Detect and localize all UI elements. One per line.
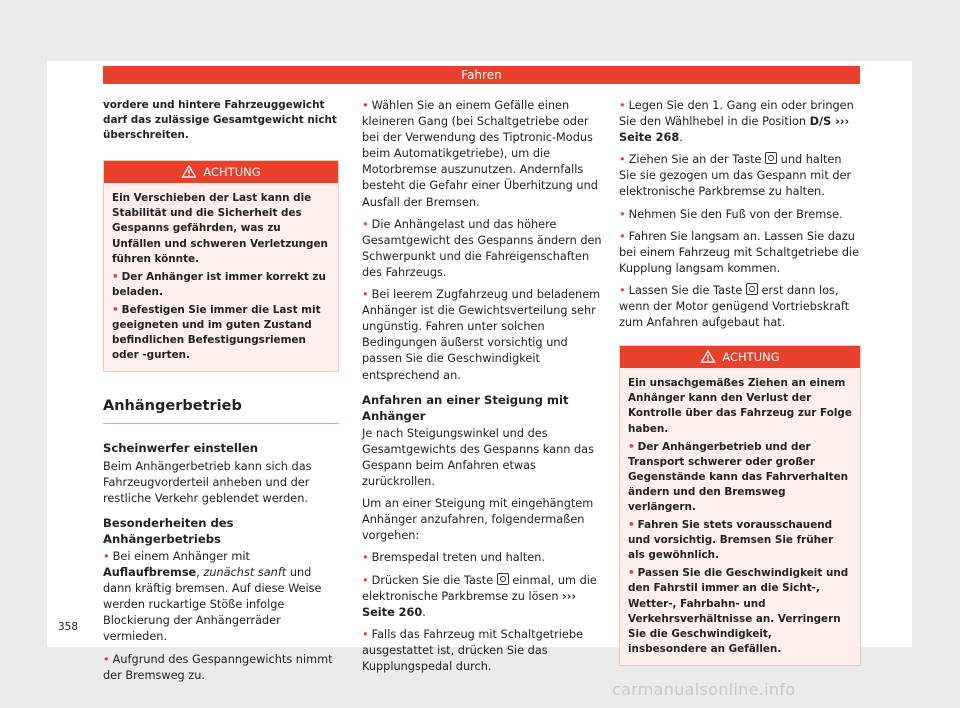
chapter-header: Fahren	[103, 66, 860, 84]
list-item: • Bei leerem Zugfahrzeug und beladenem Anhänger ist die Gewichtsverteilung sehr ungünstig. Fahren unter solchen Bedingungen äußerst vorsichtig und passen Sie die Geschwindigkeit entsprechend an.	[362, 288, 601, 382]
warning-triangle-icon	[700, 350, 716, 363]
warning-header	[104, 161, 338, 183]
list-item: • Lassen Sie die Taste erst dann los, wenn der Motor genügend Vortriebskraft zum Anfahren aufgebaut hat.	[619, 283, 850, 330]
list-item: • Legen Sie den 1. Gang ein oder bringen Sie den Wählhebel in die Position D/S ››› Seite 268.	[619, 99, 854, 145]
paragraph: Beim Anhängerbetrieb kann sich das Fahrzeugvorderteil anheben und der restliche Verkehr geblendet werden.	[103, 459, 312, 505]
warning-bullet: • Fahren Sie stets vorausschauend und vorsichtig. Bremsen Sie früher als gewöhnlich.	[628, 519, 834, 562]
column-left	[103, 98, 339, 690]
page-number: 358	[58, 621, 79, 633]
list-item: • Falls das Fahrzeug mit Schaltgetriebe ausgestattet ist, drücken Sie das Kupplungspedal durch.	[362, 627, 583, 673]
subsection-title: Anfahren an einer Steigung mit Anhänger	[362, 392, 569, 423]
subsection-title: Scheinwerfer einstellen	[103, 441, 258, 456]
warning-text: Ein Verschieben der Last kann die Stabilität und die Sicherheit des Gespanns gefährden, was zu Unfällen und schweren Verletzungen führen könnte.	[112, 192, 328, 265]
warning-title: ACHTUNG	[722, 350, 780, 365]
paragraph: Um an einer Steigung mit eingehängtem Anhänger anzufahren, folgendermaßen vorgehen:	[362, 497, 594, 543]
list-item: • Nehmen Sie den Fuß von der Bremse.	[619, 207, 843, 221]
section-title: Anhängerbetrieb	[103, 390, 339, 424]
list-item: • Die Anhängelast und das höhere Gesamtgewicht des Gespanns ändern den Schwerpunkt und die Fahreigenschaften des Fahrzeugs.	[362, 217, 602, 279]
paragraph: Je nach Steigungswinkel und des Gesamtgewichts des Gespanns kann das Gespann beim Anfahren etwas zurückrollen.	[362, 426, 594, 489]
parking-brake-key-icon	[497, 573, 509, 585]
list-item: • Bremspedal treten und halten.	[362, 551, 545, 565]
page-reference-link[interactable]: ››› Seite 260	[362, 589, 577, 619]
list-item: • Ziehen Sie an der Taste und halten Sie sie gezogen um das Gespann mit der elektronische Parkbremse zu halten.	[619, 153, 852, 199]
warning-bullet: • Befestigen Sie immer die Last mit geeigneten und im guten Zustand befindlichen Befestigungsriemen oder -gurten.	[112, 303, 321, 362]
list-item: • Bei einem Anhänger mit Auflaufbremse, zunächst sanft und dann kräftig bremsen. Auf diese Weise werden ruckartige Stöße infolge Blockierung der Anhängerräder vermieden.	[103, 549, 322, 644]
warning-triangle-icon	[181, 165, 197, 178]
page-reference-link[interactable]: ››› Seite 268	[619, 115, 850, 145]
warning-box	[103, 160, 339, 372]
list-item: • Aufgrund des Gespanngewichts nimmt der Bremsweg zu.	[103, 652, 333, 682]
subsection-title: Besonderheiten des Anhängerbetriebs	[103, 515, 234, 546]
intro-text: vordere und hintere Fahrzeuggewicht darf das zulässige Gesamtgewicht nicht überschreiten.	[103, 99, 337, 142]
parking-brake-key-icon	[746, 283, 758, 295]
warning-bullet: • Der Anhängerbetrieb und der Transport schwerer oder großer Gegenstände kann das Fahrverhalten ändern und den Bremsweg verlängern.	[628, 440, 849, 513]
column-middle	[362, 98, 602, 681]
warning-bullet: • Der Anhänger ist immer korrekt zu beladen.	[112, 270, 326, 298]
warning-box	[619, 345, 861, 666]
list-item: • Fahren Sie langsam an. Lassen Sie dazu bei einem Fahrzeug mit Schaltgetriebe die Kupplung langsam kommen.	[619, 229, 860, 275]
watermark: carmanualsonline.info	[612, 680, 796, 699]
parking-brake-key-icon	[765, 152, 777, 164]
warning-bullet: • Passen Sie die Geschwindigkeit und den Fahrstil immer an die Sicht-, Wetter-, Fahrbahn- und Verkehrsverhältnisse an. Verringern Sie die Geschwindigkeit, insbesondere an Gefällen.	[628, 567, 849, 655]
warning-text: Ein unsachgemäßes Ziehen an einem Anhänger kann den Verlust der Kontrolle über das Fahrzeug zur Folge haben.	[628, 377, 852, 435]
warning-header	[620, 346, 860, 368]
list-item: • Wählen Sie an einem Gefälle einen kleineren Gang (bei Schaltgetriebe oder bei der Verwendung des Tiptronic-Modus beim Automatikgetriebe), um die Motorbremse auszunutzen. Andernfalls besteht die Gefahr einer Überhitzung und Ausfall der Bremsen.	[362, 99, 598, 209]
warning-title: ACHTUNG	[203, 165, 261, 180]
list-item: • Drücken Sie die Taste einmal, um die elektronische Parkbremse zu lösen ››› Seite 260.	[362, 573, 597, 619]
column-right	[619, 98, 861, 666]
